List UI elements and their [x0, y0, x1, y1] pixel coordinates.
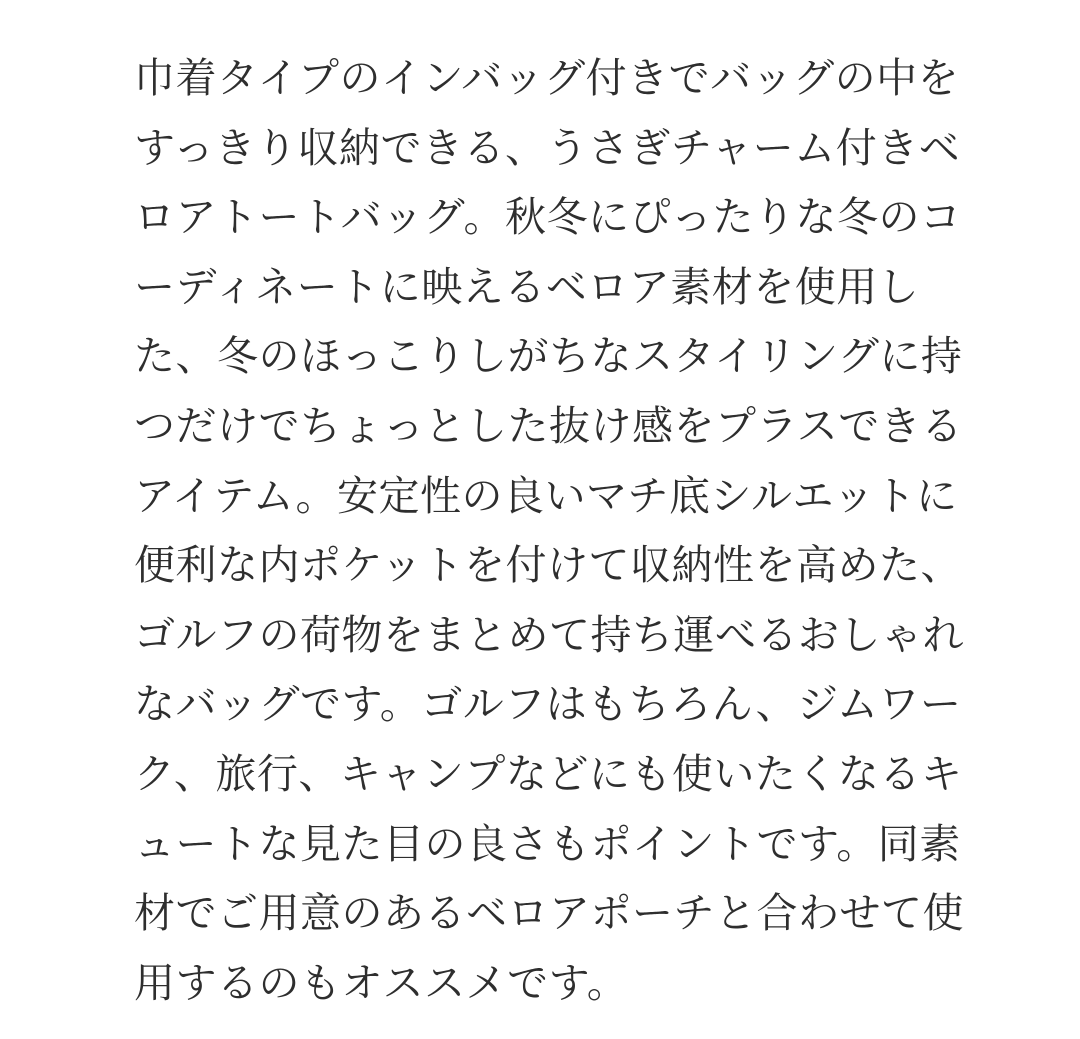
- description-line: ゴルフの荷物をまとめて持ち運べるおしゃれ: [134, 611, 964, 658]
- description-line: ロアトートバッグ。秋冬にぴったりな冬のコ: [134, 194, 962, 241]
- description-line: 用するのもオススメです。: [134, 959, 629, 1006]
- description-line: た、冬のほっこりしがちなスタイリングに持: [134, 333, 963, 380]
- description-line: 便利な内ポケットを付けて収納性を高めた、: [134, 542, 962, 589]
- description-line: つだけでちょっとした抜け感をプラスできる: [134, 402, 963, 449]
- description-line: ーディネートに映えるベロア素材を使用し: [134, 263, 920, 310]
- description-line: すっきり収納できる、うさぎチャーム付きベ: [134, 124, 961, 171]
- description-line: なバッグです。ゴルフはもちろん、ジムワー: [134, 681, 962, 728]
- description-line: ュートな見た目の良さもポイントです。同素: [134, 820, 961, 867]
- description-line: ク、旅行、キャンプなどにも使いたくなるキ: [134, 750, 963, 797]
- description-line: 巾着タイプのインバッグ付きでバッグの中を: [134, 55, 960, 101]
- product-description: [134, 44, 964, 1018]
- description-line: 材でご用意のあるベロアポーチと合わせて使: [134, 890, 964, 937]
- description-line: アイテム。安定性の良いマチ底シルエットに: [134, 472, 958, 519]
